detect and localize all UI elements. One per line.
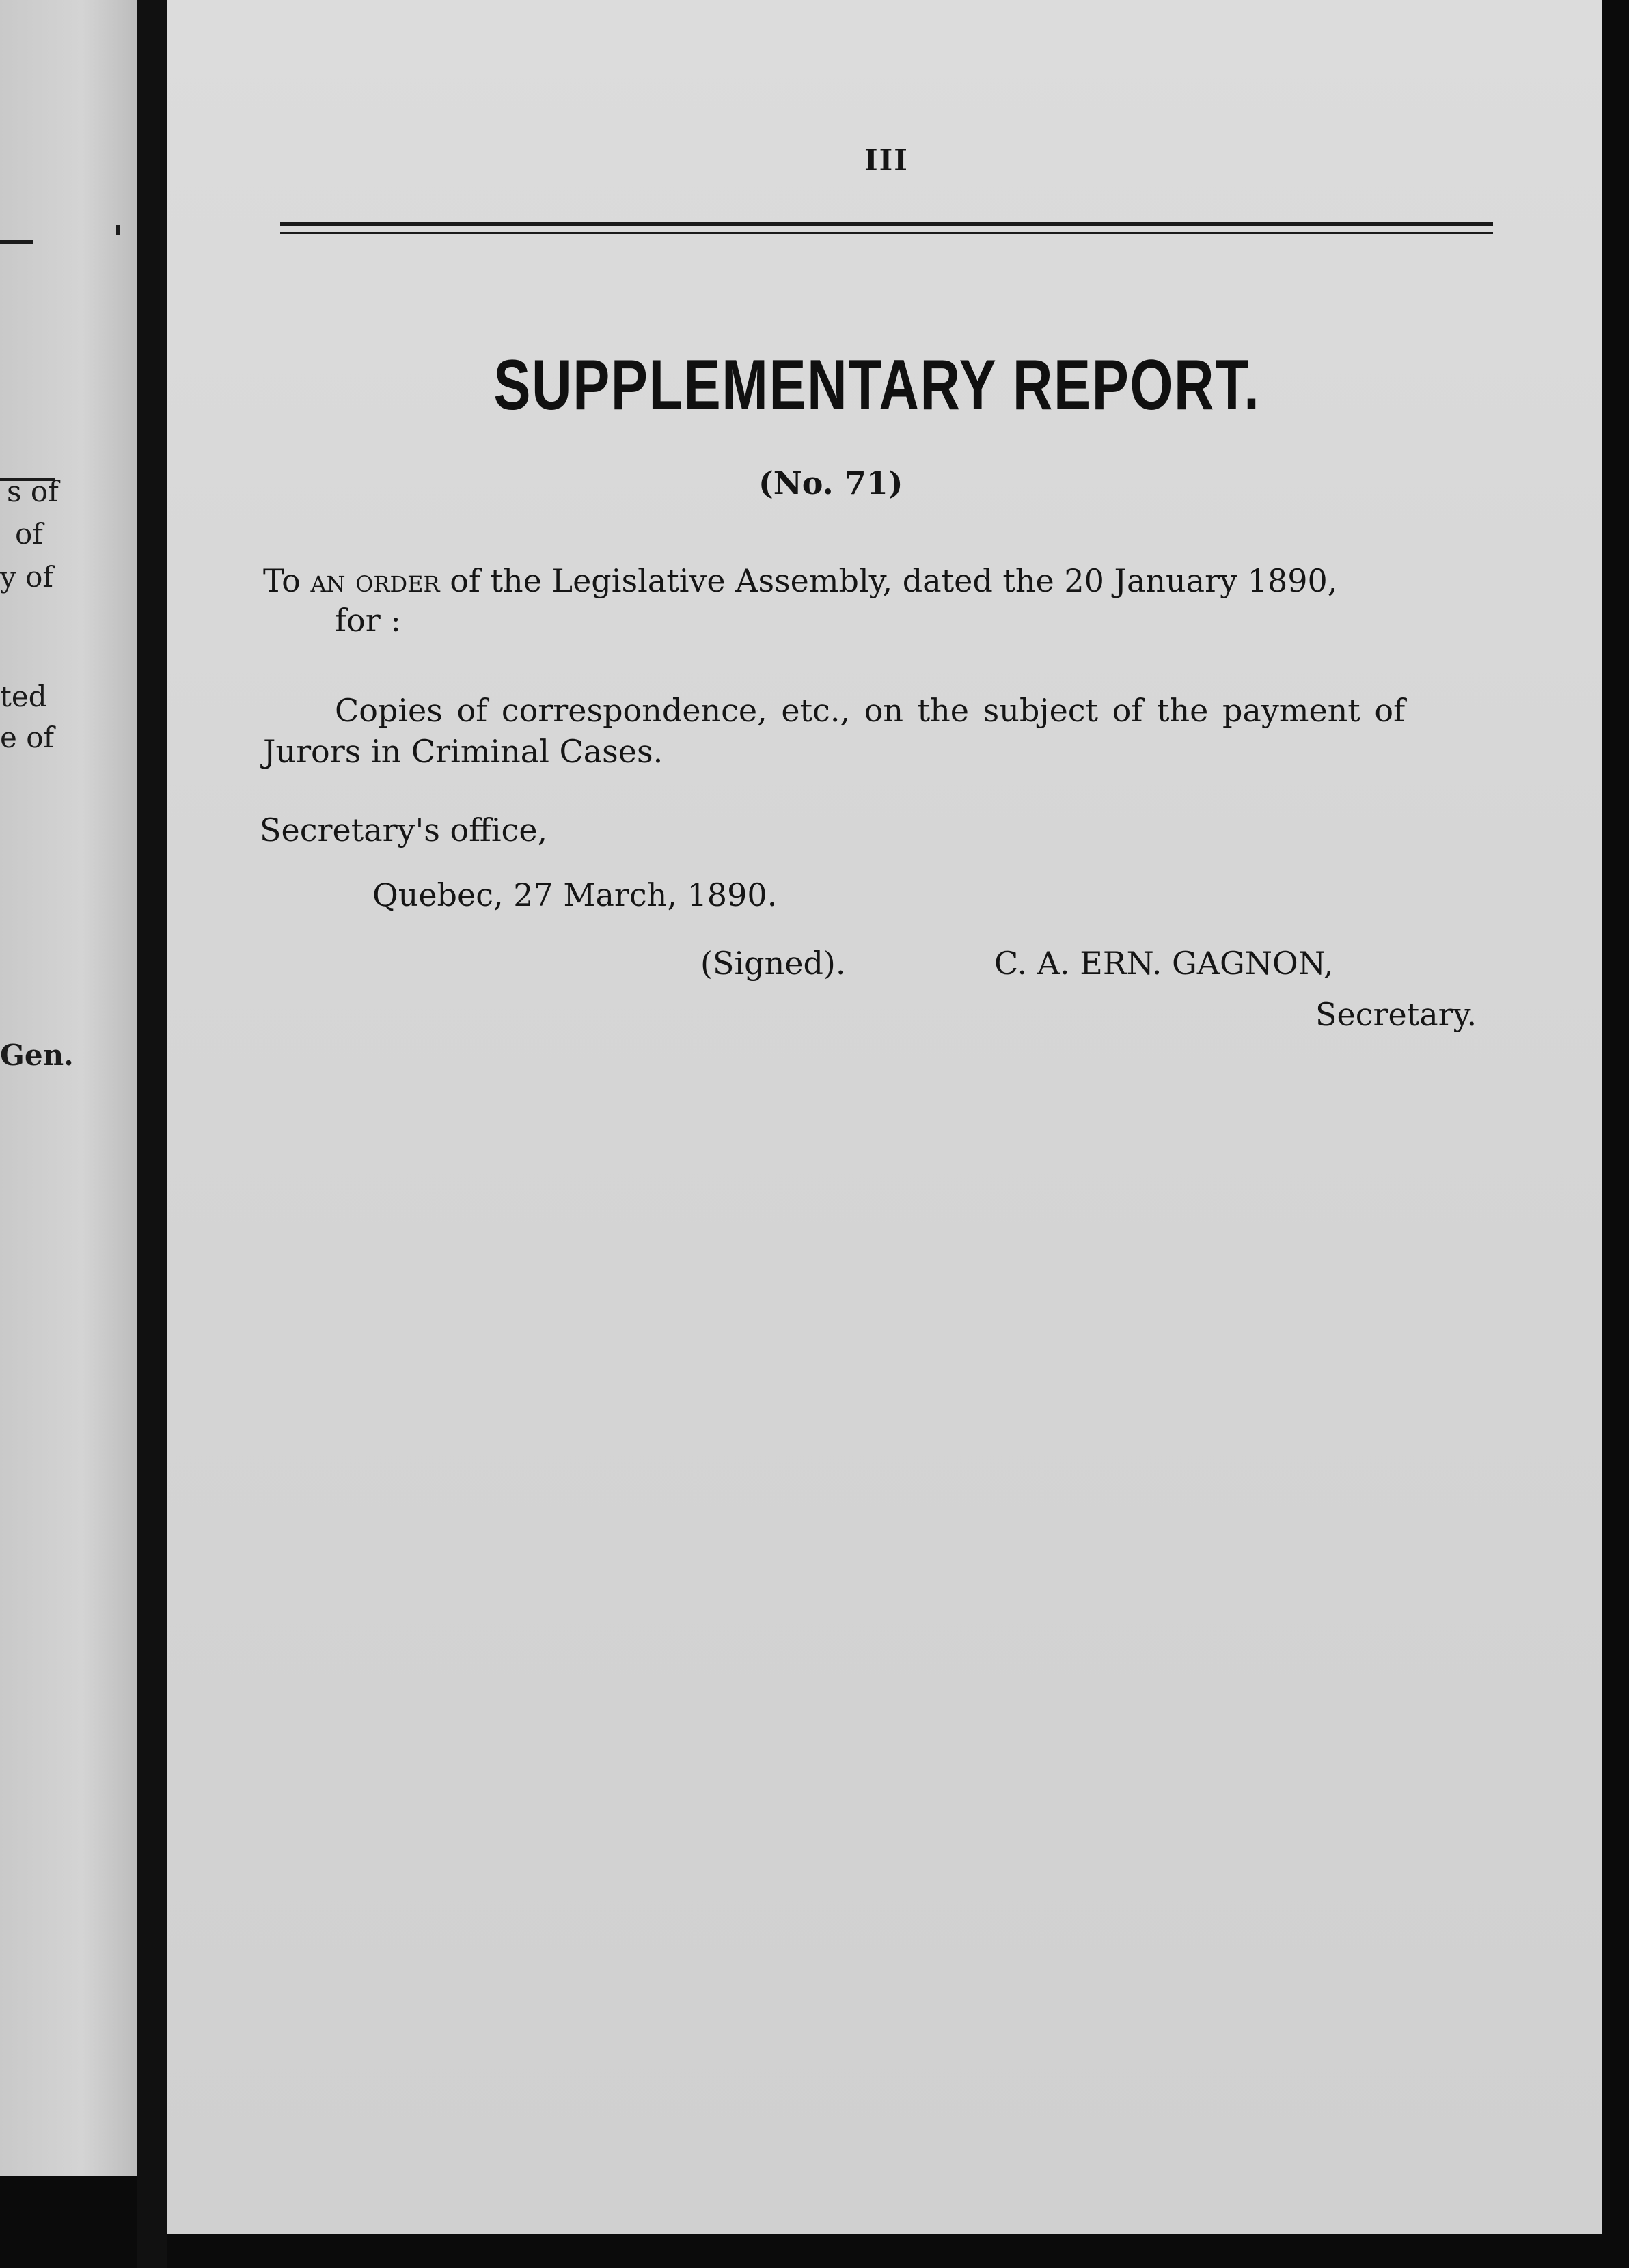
left-fragment-2: of <box>15 517 43 551</box>
order-rest: of the Legislative Assembly, dated the 20 January 1890, <box>450 562 1338 599</box>
subject-line-2: Jurors in Criminal Cases. <box>263 733 663 770</box>
left-fragment-6: Gen. <box>0 1038 74 1072</box>
left-facing-page <box>0 0 137 2176</box>
order-smallcaps: an order <box>310 562 440 599</box>
signatory-name: C. A. ERN. GAGNON, <box>994 945 1334 982</box>
left-fragment-4: ted <box>0 680 47 713</box>
subject-line-1: Copies of correspondence, etc., on the subject of the payment of <box>335 692 1406 729</box>
order-lead: To <box>263 562 301 599</box>
left-page-rule <box>0 240 33 244</box>
page-number: III <box>864 143 909 177</box>
report-title: SUPPLEMENTARY REPORT. <box>493 346 1261 425</box>
report-number: (No. 71) <box>758 465 903 501</box>
left-fragment-5: e of <box>0 721 55 754</box>
signatory-title: Secretary. <box>1315 996 1477 1033</box>
office-line: Secretary's office, <box>260 812 548 848</box>
signed-label: (Signed). <box>700 945 846 982</box>
right-page-edge <box>1602 0 1629 2268</box>
place-date: Quebec, 27 March, 1890. <box>372 876 778 913</box>
header-rule-thick <box>280 222 1493 226</box>
report-page <box>167 0 1602 2234</box>
order-for: for : <box>335 602 401 639</box>
left-fragment-3: y of <box>0 560 53 594</box>
header-rule-thin <box>280 232 1493 234</box>
order-line <box>263 560 1337 601</box>
left-fragment-1: s of <box>7 475 59 508</box>
left-page-mark <box>116 225 120 235</box>
page-gutter <box>137 0 167 2268</box>
